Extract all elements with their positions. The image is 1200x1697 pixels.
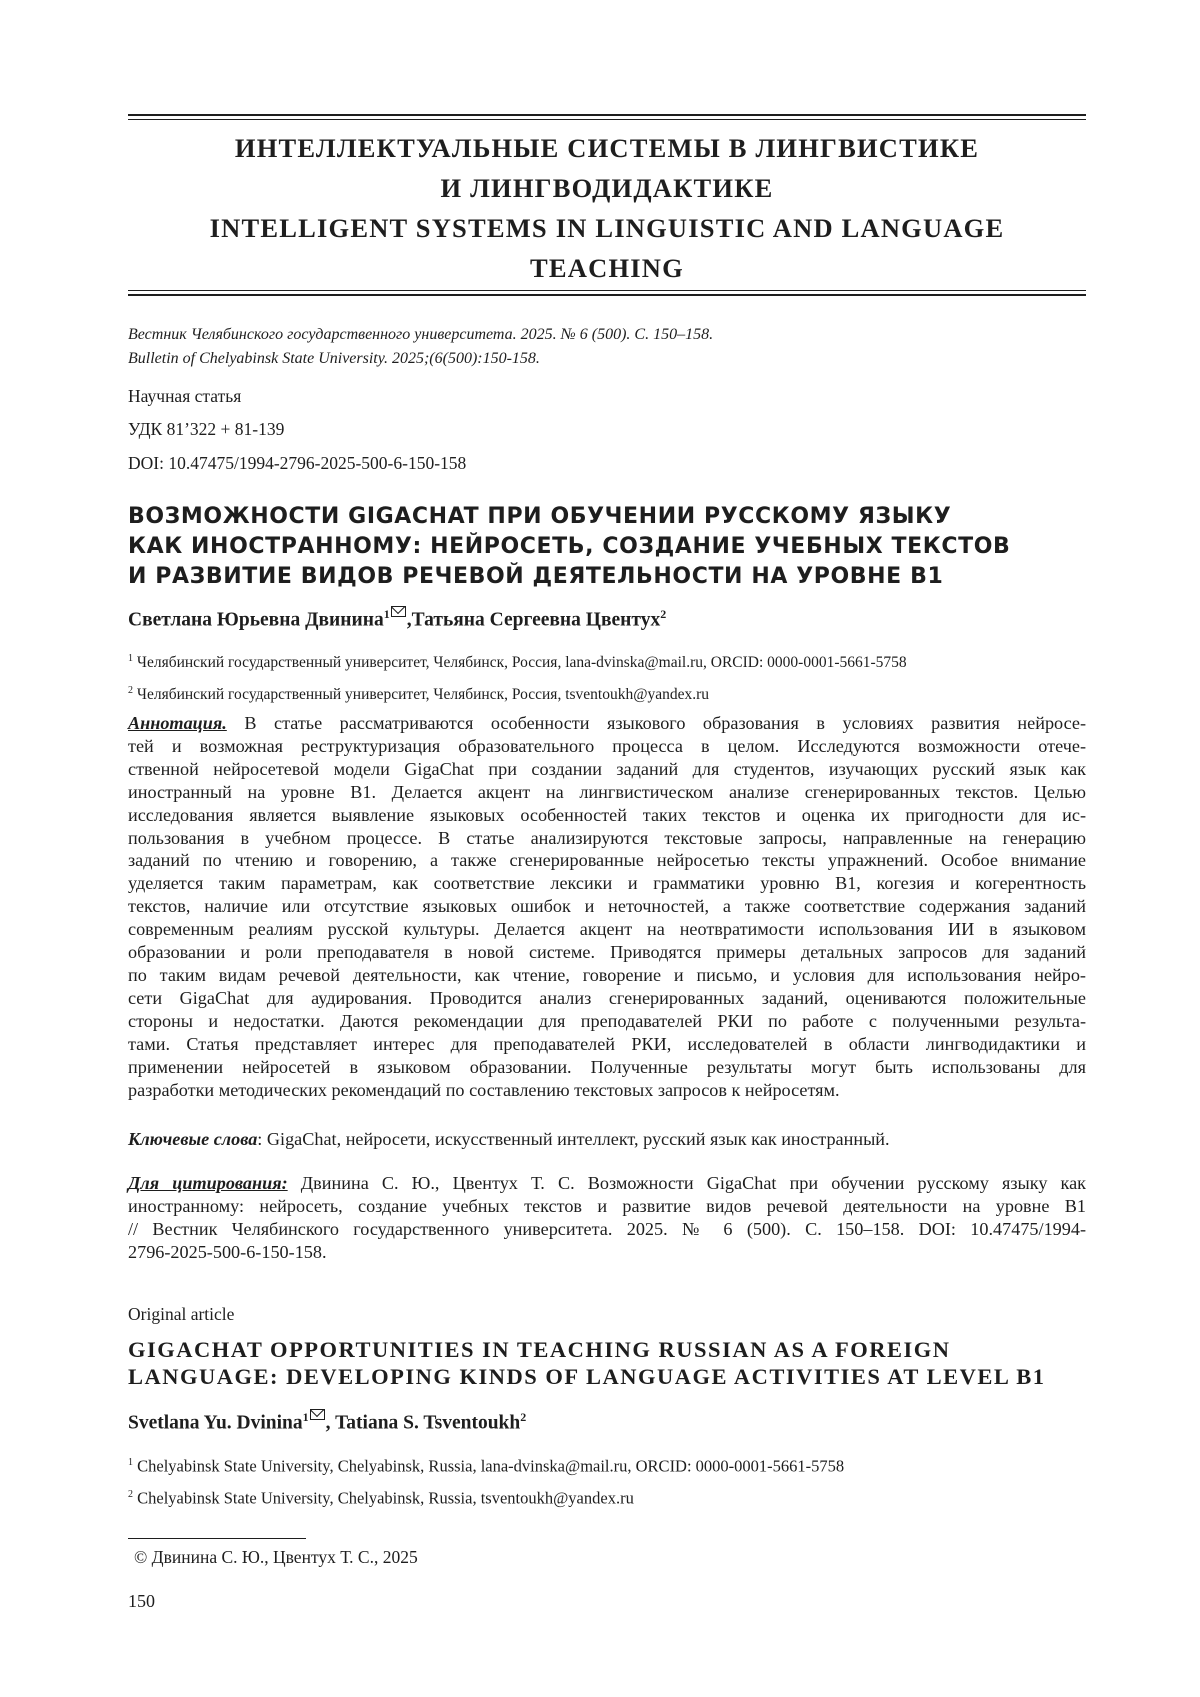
affiliation-en-2: $^2$ Chelyabinsk State University, Chelyabinsk, Russia, tsventoukh@yandex.ru bbox=[128, 1488, 634, 1508]
envelope-icon bbox=[310, 1409, 325, 1420]
abstract-line: применении нейросетей в языковом образовании. Полученные результаты могут быть использованы для bbox=[128, 1056, 1086, 1077]
journal-page bbox=[128, 0, 1086, 1697]
abstract-line: уделяется таким параметрам, как соответствие лексики и грамматики уровню B1, когезия и когерентность bbox=[128, 873, 1086, 894]
top-double-rule bbox=[128, 114, 1086, 120]
section-title-ru-line1: ИНТЕЛЛЕКТУАЛЬНЫЕ СИСТЕМЫ В ЛИНГВИСТИКЕ bbox=[234, 133, 980, 163]
abstract-line: разработки методических рекомендаций по составлению текстовых запросов к нейросетям. bbox=[128, 1079, 840, 1100]
article-type-en: Original article bbox=[128, 1304, 235, 1324]
article-type: Научная статья bbox=[128, 386, 242, 406]
abstract-line: исследования является выявление языковых особенностей таких текстов и оценка их пригодности для ис- bbox=[128, 804, 1086, 825]
keywords bbox=[128, 1128, 1086, 1151]
journal-reference bbox=[128, 323, 713, 371]
section-title-en-line2: TEACHING bbox=[530, 253, 684, 283]
title-en-line: GIGACHAT OPPORTUNITIES IN TEACHING RUSSIAN AS A FOREIGN bbox=[128, 1337, 951, 1362]
affiliation-ru-1: $^1$ Челябинский государственный университет, Челябинск, Россия, lana-dvinska@mail.ru, ORCID: 0000-0001-5661-5758 bbox=[128, 653, 907, 672]
authors-en: Svetlana Yu. Dvinina$^1$ , Tatiana S. Tsventoukh$^2$ bbox=[128, 1410, 527, 1434]
abstract-line: тей и возможная реструктуризация образовательного процесса в целом. Исследуются возможности отече- bbox=[128, 735, 1086, 756]
copyright-note: © Двинина С. Ю., Цвентух Т. С., 2025 bbox=[134, 1547, 418, 1567]
author-sup: 1 bbox=[383, 607, 390, 621]
citation-line: 2796-2025-500-6-150-158. bbox=[128, 1241, 327, 1262]
citation-line: иностранному: нейросеть, создание учебных текстов и развитие видов речевой деятельности на уровне B1 bbox=[128, 1195, 1086, 1216]
doi: DOI: 10.47475/1994-2796-2025-500-6-150-158 bbox=[128, 453, 467, 473]
affiliation-ru-2: $^2$ Челябинский государственный университет, Челябинск, Россия, tsventoukh@yandex.ru bbox=[128, 685, 710, 704]
title-ru-line: И РАЗВИТИЕ ВИДОВ РЕЧЕВОЙ ДЕЯТЕЛЬНОСТИ НА УРОВНЕ B1 bbox=[128, 564, 944, 589]
citation-line: // Вестник Челябинского государственного университета. 2025. № 6 (500). С. 150–158. DOI: 10.47475/1994- bbox=[128, 1218, 1086, 1239]
abstract-line: тами. Статья представляет интерес для преподавателей РКИ, исследователей в области лингводидактики и bbox=[128, 1033, 1086, 1054]
abstract-line: Аннотация. В статье рассматриваются особенности языкового образования в условиях развития нейросе- bbox=[128, 713, 1087, 733]
article-title-ru bbox=[128, 502, 1086, 592]
page-number: 150 bbox=[128, 1591, 155, 1611]
envelope-icon bbox=[391, 606, 406, 617]
abstract bbox=[128, 712, 1086, 1101]
journal-reference-en: Bulletin of Chelyabinsk State University. 2025;(6(500):150-158. bbox=[128, 350, 540, 367]
abstract-line: образовании и роли преподавателя в новой системе. Приводятся примеры детальных запросов для заданий bbox=[128, 942, 1086, 963]
section-title-ru-line2: И ЛИНГВОДИДАКТИКЕ bbox=[440, 173, 774, 203]
author-sup: 1 bbox=[302, 1410, 309, 1424]
title-en-line: LANGUAGE: DEVELOPING KINDS OF LANGUAGE ACTIVITIES AT LEVEL B1 bbox=[128, 1364, 1046, 1389]
affiliation-en-1: $^1$ Chelyabinsk State University, Chelyabinsk, Russia, lana-dvinska@mail.ru, ORCID: 0000-0001-5661-5758 bbox=[128, 1456, 845, 1476]
abstract-line: пользования в учебном процессе. В статье анализируются текстовые запросы, направленные на генерацию bbox=[128, 827, 1086, 848]
abstract-label: Аннотация. bbox=[128, 713, 227, 733]
author-name: Светлана Юрьевна Двинина bbox=[128, 609, 384, 631]
author-sup: 2 bbox=[660, 607, 667, 621]
keywords-text: : GigaChat, нейросети, искусственный интеллект, русский язык как иностранный. bbox=[257, 1129, 890, 1149]
abstract-line: ственной нейросетевой модели GigaChat при создании заданий для студентов, изучающих русский язык как bbox=[128, 758, 1086, 779]
author-name: Татьяна Сергеевна Цвентух bbox=[411, 609, 661, 631]
author-sup: 2 bbox=[520, 1410, 527, 1424]
article-title-en bbox=[128, 1336, 1086, 1390]
section-heading bbox=[128, 128, 1086, 288]
section-title-en-line1: INTELLIGENT SYSTEMS IN LINGUISTIC AND LANGUAGE bbox=[209, 213, 1005, 243]
journal-reference-ru: Вестник Челябинского государственного университета. 2025. № 6 (500). С. 150–158. bbox=[128, 326, 714, 343]
udc-code: УДК 81’322 + 81-139 bbox=[128, 419, 285, 439]
citation-line: Для цитирования: Двинина С. Ю., Цвентух Т. С. Возможности GigaChat при обучении русскому языку как bbox=[128, 1173, 1086, 1193]
abstract-line: стороны и недостатки. Даются рекомендации для преподавателей РКИ по работе с полученными результа- bbox=[128, 1010, 1086, 1031]
abstract-line: иностранный на уровне B1. Делается акцент на лингвистическом анализе сгенерированных текстов. Целью bbox=[128, 781, 1086, 802]
abstract-line: заданий по чтению и говорению, а также сгенерированные нейросетью тексты упражнений. Особое внимание bbox=[128, 850, 1086, 871]
abstract-line: текстов, наличие или отсутствие языковых ошибок и неточностей, а также соответствие содержания заданий bbox=[128, 896, 1086, 917]
citation bbox=[128, 1172, 1086, 1264]
bottom-double-rule bbox=[128, 290, 1086, 296]
author-name: Tatiana S. Tsventoukh bbox=[335, 1412, 521, 1434]
abstract-line: по таким видам речевой деятельности, как чтение, говорение и письмо, и условия для использования нейро- bbox=[128, 964, 1086, 985]
author-name: Svetlana Yu. Dvinina bbox=[128, 1412, 303, 1434]
title-ru-line: КАК ИНОСТРАННОМУ: НЕЙРОСЕТЬ, СОЗДАНИЕ УЧЕБНЫХ ТЕКСТОВ bbox=[128, 534, 1011, 559]
citation-label: Для цитирования: bbox=[128, 1173, 288, 1193]
authors-ru: Светлана Юрьевна Двинина$^1$ ,Татьяна Сергеевна Цвентух$^2$ bbox=[128, 607, 667, 631]
title-ru-line: ВОЗМОЖНОСТИ GIGACHAT ПРИ ОБУЧЕНИИ РУССКОМУ ЯЗЫКУ bbox=[128, 504, 952, 529]
footnote-rule bbox=[128, 1538, 306, 1539]
abstract-line: современным реалиям русской культуры. Делается акцент на неотвратимости использования ИИ в языковом bbox=[128, 919, 1086, 940]
abstract-line: сети GigaChat для аудирования. Проводится анализ сгенерированных заданий, оцениваются положительные bbox=[128, 987, 1086, 1008]
keywords-label: Ключевые слова bbox=[128, 1129, 258, 1149]
